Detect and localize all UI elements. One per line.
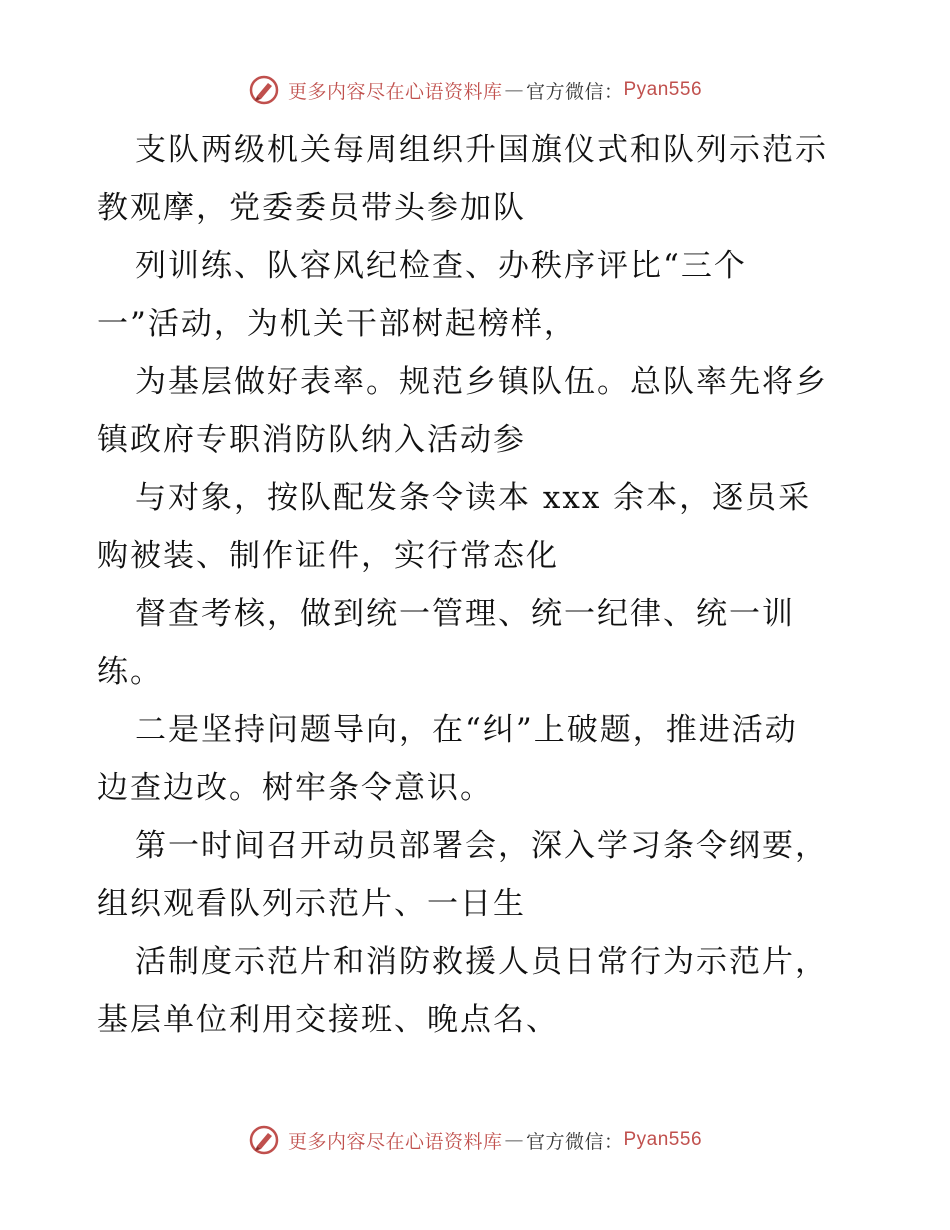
body-line: 练。 [97,654,163,690]
footer-watermark [0,1120,950,1160]
body-line: 边查边改。树牢条令意识。 [97,770,493,806]
body-line: 一”活动，为机关干部树起榜样， [97,306,577,342]
watermark-text: 更多内容尽在心语资料库 [287,80,503,103]
body-line: 为基层做好表率。规范乡镇队伍。总队率先将乡 [135,364,828,400]
watermark-separator: — [504,79,524,101]
watermark-wechat-label: 官方微信： [525,80,624,103]
watermark-separator: — [504,1129,524,1151]
body-line: 教观摩，党委委员带头参加队 [97,190,526,226]
body-line: 组织观看队列示范片、一日生 [97,886,526,922]
pen-logo-icon [248,1124,280,1156]
body-line: 镇政府专职消防队纳入活动参 [97,422,526,458]
header-watermark [0,70,950,110]
body-line: 购被装、制作证件，实行常态化 [97,538,559,574]
body-line: 二是坚持问题导向，在“纠”上破题，推进活动 [135,712,798,748]
body-line: 列训练、队容风纪检查、办秩序评比“三个 [135,248,747,284]
body-line: 活制度示范片和消防救援人员日常行为示范片， [135,944,828,980]
body-line: 支队两级机关每周组织升国旗仪式和队列示范示 [135,132,828,168]
body-line: 第一时间召开动员部署会，深入学习条令纲要， [135,828,828,864]
watermark-wechat-label: 官方微信： [525,1130,624,1153]
watermark-wechat-id: Pyan556 [623,79,703,100]
watermark-wechat-id: Pyan556 [623,1129,703,1150]
body-line: 与对象，按队配发条令读本 xxx 余本，逐员采 [135,480,812,516]
body-line: 督查考核，做到统一管理、统一纪律、统一训 [135,596,795,632]
body-line: 基层单位利用交接班、晚点名、 [97,1002,559,1038]
watermark-text: 更多内容尽在心语资料库 [287,1130,503,1153]
pen-logo-icon [248,74,280,106]
